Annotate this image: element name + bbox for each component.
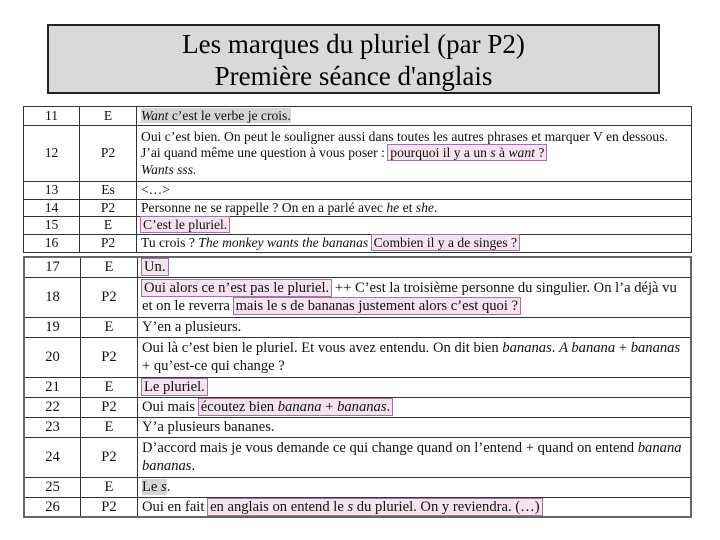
highlight-box: Le pluriel.	[144, 378, 205, 395]
utterance-part: +	[321, 398, 338, 415]
highlight-box: C’est le pluriel.	[143, 217, 228, 233]
table-row	[24, 497, 691, 517]
table-row	[24, 277, 691, 317]
utterance-part: bananas	[630, 339, 681, 356]
speaker: P2	[80, 235, 137, 253]
highlight-box	[208, 499, 542, 515]
utterance: <…>	[137, 182, 692, 200]
turn-number: 17	[24, 257, 81, 277]
utterance-part: he	[386, 199, 400, 215]
utterance-part: bananas	[502, 339, 552, 356]
utterance-part: she	[415, 199, 434, 215]
turn-number: 24	[24, 437, 81, 477]
utterance-part: banana	[277, 398, 322, 415]
turn-number: 12	[24, 126, 80, 182]
highlight-box	[142, 479, 167, 495]
transcript-table-bottom	[23, 256, 692, 518]
utterance-part: Want	[141, 107, 169, 123]
utterance	[138, 397, 692, 417]
speaker: E	[81, 317, 138, 337]
utterance	[138, 437, 692, 477]
utterance-part: du pluriel. On y reviendra. (…)	[353, 498, 540, 515]
highlight-box	[388, 145, 546, 160]
speaker: E	[80, 217, 137, 235]
highlight-box	[199, 399, 392, 415]
turn-number: 11	[24, 107, 80, 126]
table-row	[24, 417, 691, 437]
slide-title	[47, 24, 660, 94]
utterance-part: s	[490, 145, 496, 161]
turn-number: 20	[24, 337, 81, 377]
utterance: Y’a plusieurs bananes.	[138, 417, 692, 437]
utterance	[138, 277, 692, 317]
utterance-part: +	[615, 339, 631, 356]
table-row	[24, 337, 691, 377]
turn-number: 16	[24, 235, 80, 253]
utterance-part: à	[495, 145, 509, 161]
speaker: P2	[81, 437, 138, 477]
turn-number: 13	[24, 182, 80, 200]
speaker: P2	[80, 199, 137, 217]
table-row	[24, 107, 692, 126]
utterance-part: ?	[534, 145, 545, 161]
table-row	[24, 317, 691, 337]
highlight-box: Oui alors ce n’est pas le pluriel.	[144, 279, 330, 296]
utterance-part: écoutez bien	[200, 398, 278, 415]
utterance-part: ++ C’est la troisième personne du singulier. On l’a déjà vu et on le reverra	[142, 279, 677, 314]
utterance-part: s	[347, 498, 354, 515]
table-row	[24, 217, 692, 235]
utterance	[137, 199, 692, 217]
utterance: Y’en a plusieurs.	[138, 317, 692, 337]
highlight-box: mais le s de bananas justement alors c’est quoi ?	[235, 298, 519, 314]
utterance	[137, 107, 692, 126]
turn-number: 21	[24, 377, 81, 397]
speaker: E	[81, 377, 138, 397]
utterance	[137, 235, 692, 253]
table-row	[24, 477, 691, 497]
utterance-part: Oui mais	[142, 398, 199, 415]
speaker: P2	[81, 337, 138, 377]
speaker: E	[80, 107, 137, 126]
utterance-part: c’est le verbe je crois.	[168, 107, 291, 123]
utterance-part: .	[386, 398, 391, 415]
utterance-part: Oui là c’est bien le pluriel. Et vous avez entendu. On dit bien	[142, 339, 503, 356]
utterance-part: Tu crois ?	[141, 235, 199, 251]
utterance-part: Oui c’est bien. On peut le souligner aussi dans toutes les autres phrases et marquer V en dessous. J’ai quand même une question à vous poser :	[141, 128, 668, 161]
title-line-2: Première séance d'anglais	[214, 61, 493, 91]
table-row	[24, 126, 692, 182]
speaker: Es	[80, 182, 137, 200]
utterance-part: The monkey wants the bananas	[198, 235, 369, 251]
utterance-part: Oui en fait	[142, 498, 209, 515]
utterance-part: A banana	[559, 339, 616, 356]
utterance-part: Le	[142, 478, 162, 495]
table-row	[24, 235, 692, 253]
turn-number: 18	[24, 277, 81, 317]
utterance	[138, 377, 692, 397]
turn-number: 15	[24, 217, 80, 235]
table-row	[24, 182, 692, 200]
utterance	[138, 477, 692, 497]
utterance-part: en anglais on entend le	[210, 498, 348, 515]
utterance-part: pourquoi il y a un	[390, 145, 491, 161]
speaker: P2	[81, 497, 138, 517]
utterance-part: Personne ne se rappelle ? On en a parlé avec	[141, 199, 387, 215]
utterance-part: D’accord mais je vous demande ce qui change quand on l’entend + quand on entend	[142, 439, 638, 456]
turn-number: 22	[24, 397, 81, 417]
utterance-part: s	[161, 478, 167, 495]
utterance-part: .	[433, 199, 438, 215]
table-row	[24, 199, 692, 217]
utterance-part: banana bananas	[142, 439, 682, 474]
utterance	[137, 126, 692, 182]
speaker: E	[81, 477, 138, 497]
turn-number: 14	[24, 199, 80, 217]
utterance-part: bananas	[337, 398, 387, 415]
utterance	[138, 497, 692, 517]
utterance-part: .	[166, 478, 171, 495]
utterance-part: .	[551, 339, 560, 356]
turn-number: 19	[24, 317, 81, 337]
turn-number: 23	[24, 417, 81, 437]
highlight-box: Un.	[144, 259, 166, 275]
speaker: P2	[81, 397, 138, 417]
table-row	[24, 437, 691, 477]
title-line-1: Les marques du pluriel (par P2)	[182, 29, 525, 59]
transcript-table-top	[23, 106, 692, 253]
turn-number: 26	[24, 497, 81, 517]
speaker: P2	[80, 126, 137, 182]
highlight-box: Combien il y a de singes ?	[373, 235, 518, 251]
utterance	[137, 217, 692, 235]
utterance	[138, 257, 692, 277]
utterance	[138, 337, 692, 377]
speaker: E	[81, 417, 138, 437]
table-row	[24, 257, 691, 277]
table-row	[24, 397, 691, 417]
speaker: E	[81, 257, 138, 277]
utterance-part: Wants sss.	[141, 161, 197, 177]
utterance-part: + qu’est-ce qui change ?	[142, 358, 285, 374]
utterance-part: et	[399, 199, 416, 215]
speaker: P2	[81, 277, 138, 317]
table-row	[24, 377, 691, 397]
turn-number: 25	[24, 477, 81, 497]
utterance-part: .	[191, 458, 196, 474]
utterance-part: want	[508, 145, 535, 161]
